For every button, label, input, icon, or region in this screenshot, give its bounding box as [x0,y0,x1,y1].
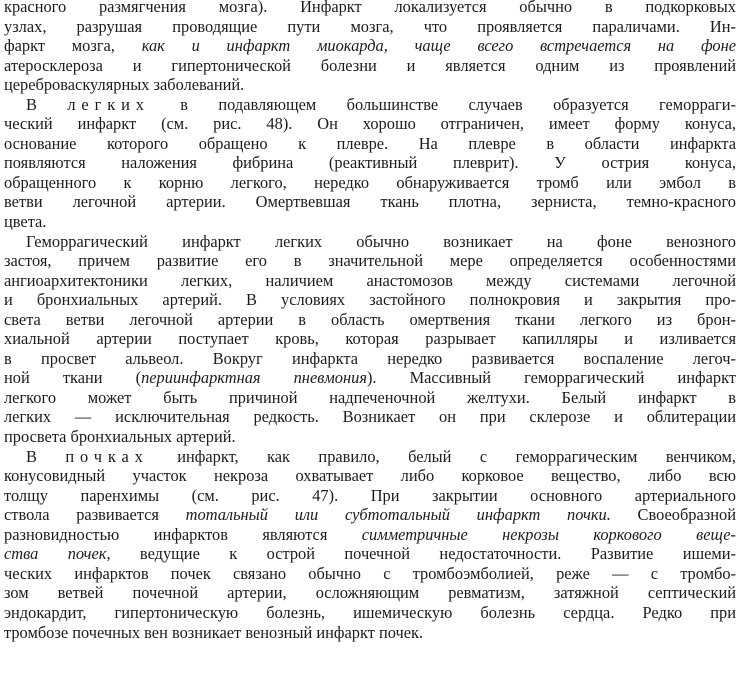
text-run: ангиоархитектоники легких, наличием анастомозов между системами легочной [4,270,736,290]
paragraph-stroke-brain [4,0,736,95]
text-run: тромбозе почечных вен возникает венозный инфаркт почек. [4,622,424,642]
text-run: света ветви легочной артерии в область омертвения ткани легкого из брон- [4,309,736,329]
text-line [4,192,736,212]
text-run: зом ветвей почечной артерии, осложняющим ревматизм, затяжной септический [4,583,736,603]
text-run: толщу паренхимы (см. рис. 47). При закрытии основного артериального [4,485,736,505]
text-run: В [26,94,68,114]
text-line [4,603,736,623]
text-line [4,466,736,486]
text-line [4,173,736,193]
text-run: ческий инфаркт (см. рис. 48). Он хорошо отграничен, имеет форму конуса, [4,114,736,134]
text-run: Геморрагический инфаркт легких обычно возникает на фоне венозного [26,231,736,251]
text-line [4,56,736,76]
italic-text-run: тотальный или субтотальный инфаркт почки. [185,505,611,525]
text-run: ной ткани ( [4,368,142,388]
text-run: узлах, разрушая проводящие пути мозга, что проявляется параличами. Ин- [4,16,736,36]
text-run: Своеобразной [610,505,736,525]
text-run: цвета. [4,212,47,232]
text-line [4,564,736,584]
italic-text-run: периинфарктная пневмония [141,368,367,388]
text-line [4,232,736,252]
text-run: застоя, причем развитие его в значительной мере определяется особенностями [4,251,736,271]
text-line [4,251,736,271]
text-line [4,212,736,232]
text-line [4,0,736,17]
paragraph-lungs [4,95,736,232]
italic-text-run: как и инфаркт миокарда, чаще всего встречается на фоне [141,36,736,56]
text-run: основание которого обращено к плевре. На плевре в области инфаркта [4,133,736,153]
text-line [4,486,736,506]
text-line [4,544,736,564]
text-line [4,329,736,349]
text-line [4,310,736,330]
spaced-emphasis-run: легких [67,94,150,114]
text-run: легкого может быть причиной надпеченочной желтухи. Белый инфаркт в [4,387,736,407]
text-line [4,407,736,427]
text-line [4,36,736,56]
text-run: фаркт мозга, [4,36,142,56]
text-run: хиальной артерии поступает кровь, которая разрывает капилляры и изливается [4,329,736,349]
italic-text-run: симметричные некрозы коркового веще- [361,524,736,544]
text-run: В [26,446,66,466]
text-line [4,623,736,643]
text-line [4,505,736,525]
text-run: цереброваскулярных заболеваний. [4,75,245,95]
text-line [4,271,736,291]
text-line [4,95,736,115]
text-line [4,17,736,37]
text-run: и бронхиальных артерий. В условиях застойного полнокровия и закрытия про- [4,290,736,310]
text-line [4,134,736,154]
text-line [4,114,736,134]
text-run: ветви легочной артерии. Омертвевшая ткань плотна, зерниста, темно-красного [4,192,736,212]
text-run: , ведущие к острой почечной недостаточности. Развитие ишеми- [106,544,736,564]
text-line [4,75,736,95]
text-run: появляются наложения фибрина (реактивный плеврит). У острия конуса, [4,153,736,173]
document-page [4,0,736,642]
text-run: разновидностью инфарктов являются [4,524,362,544]
text-run: просвета бронхиальных артерий. [4,427,236,447]
text-run: ). Массивный геморрагический инфаркт [366,368,736,388]
text-line [4,447,736,467]
spaced-emphasis-run: почках [65,446,149,466]
text-line [4,388,736,408]
text-run: в просвет альвеол. Вокруг инфаркта нередко развивается воспаление легоч- [4,348,736,368]
text-line [4,290,736,310]
text-line [4,349,736,369]
text-run: ствола развивается [4,505,186,525]
text-line [4,153,736,173]
text-run: конусовидный участок некроза охватывает либо корковое вещество, либо всю [4,466,736,486]
text-run: ческих инфарктов почек связано обычно с тромбоэмболией, реже — с тромбо- [4,563,736,583]
text-run: в подавляющем большинстве случаев образуется геморраги- [149,94,736,114]
text-run: инфаркт, как правило, белый с геморрагическим венчиком, [148,446,737,466]
text-run: красного размягчения мозга). Инфаркт локализуется обычно в подкорковых [4,0,736,16]
paragraph-kidneys [4,447,736,642]
italic-text-run: ства почек [4,544,107,564]
text-run: обращенного к корню легкого, нередко обнаруживается тромб или эмбол в [4,172,736,192]
text-line [4,525,736,545]
text-run: легких — исключительная редкость. Возникает он при склерозе и облитерации [4,407,736,427]
text-line [4,427,736,447]
text-line [4,583,736,603]
text-line [4,368,736,388]
text-run: эндокардит, гипертоническую болезнь, ишемическую болезнь сердца. Редко при [4,602,736,622]
text-run: атеросклероза и гипертонической болезни и является одним из проявлений [4,55,736,75]
paragraph-hemorrhagic-infarct [4,232,736,447]
